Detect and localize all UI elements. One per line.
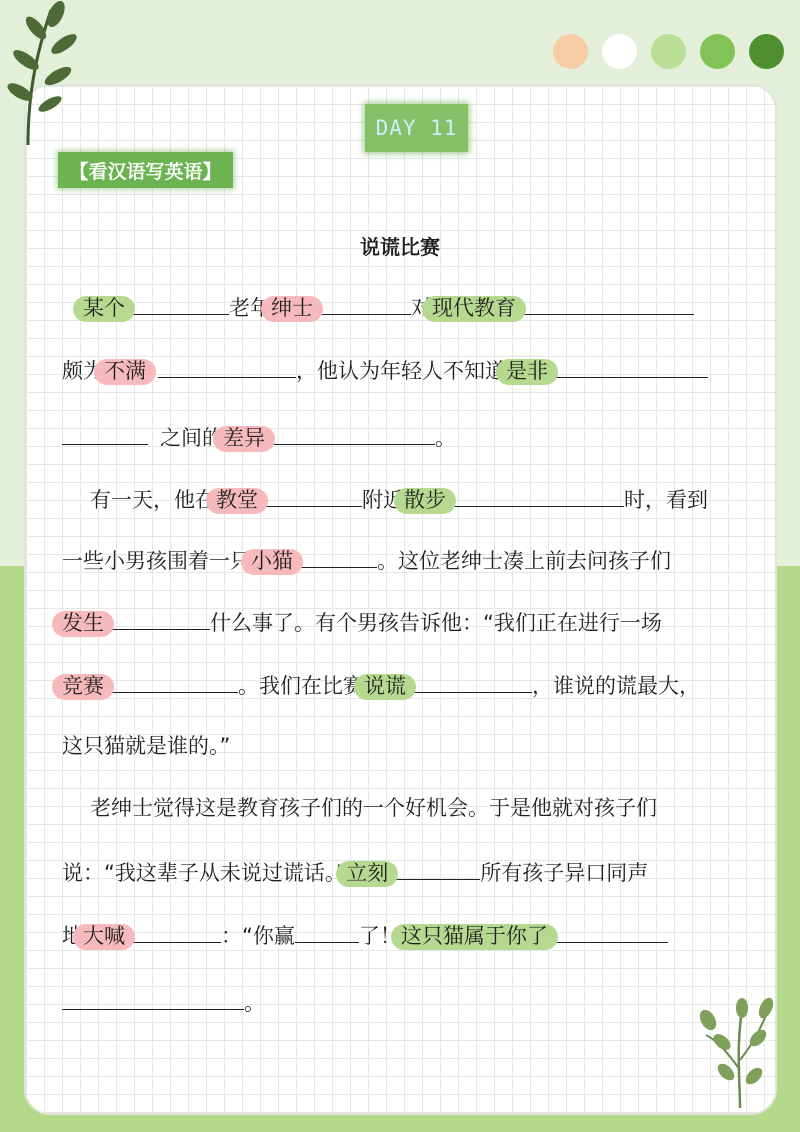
leaf-branch-icon (6, 0, 86, 150)
text-span: 对 (411, 296, 432, 320)
phrase-highlight: 大喊 (83, 920, 125, 952)
text-span: 地 (62, 924, 83, 948)
phrase-highlight: 不满 (104, 355, 146, 387)
dot-dark-green (749, 34, 784, 69)
answer-blank[interactable] (265, 420, 435, 445)
answer-blank[interactable] (446, 482, 624, 507)
text-span: 附近 (362, 488, 404, 512)
phrase-highlight: 差异 (223, 422, 265, 454)
dot-white (602, 34, 637, 69)
phrase-highlight: 立刻 (346, 857, 388, 889)
answer-blank[interactable] (293, 543, 377, 568)
text-span: 所有孩子异口同声 (480, 861, 649, 885)
dot-peach (553, 34, 588, 69)
text-span: 赢 (273, 924, 295, 948)
text-line-3 (62, 420, 456, 452)
text-line-11 (62, 918, 668, 950)
text-span: 之间的 (160, 426, 223, 450)
decorative-dots (553, 34, 784, 69)
page-title: 说谎比赛 (360, 235, 440, 259)
phrase-highlight: 某个 (83, 292, 125, 324)
text-line-12 (62, 985, 265, 1017)
text-line-4 (90, 482, 708, 514)
text-span: ，他认为年轻人不知道 (296, 359, 506, 383)
answer-blank[interactable] (62, 985, 244, 1010)
text-span: 一些小男孩围着一只 (62, 549, 251, 573)
phrase-highlight: 是非 (506, 355, 548, 387)
phrase-highlight: 竞赛 (62, 670, 104, 702)
text-span: 颇为 (62, 359, 104, 383)
answer-blank[interactable] (104, 668, 238, 693)
answer-blank[interactable] (258, 482, 362, 507)
phrase-highlight: 小猫 (251, 545, 293, 577)
phrase-highlight: 发生 (62, 607, 104, 639)
text-line-2 (62, 353, 708, 385)
answer-blank[interactable] (158, 353, 296, 378)
text-span: 。 (244, 991, 265, 1015)
text-line-1 (83, 290, 694, 322)
text-line-5 (62, 543, 671, 575)
text-span: 什么事了。有个男孩告诉他：“我们正在进行一场 (210, 611, 662, 635)
answer-blank[interactable] (125, 290, 229, 315)
text-line-7 (62, 668, 700, 700)
answer-blank[interactable] (548, 353, 708, 378)
phrase-highlight: 现代教育 (432, 292, 516, 324)
sprout-icon (696, 990, 776, 1110)
text-span: 。这位老绅士凑上前去问孩子们 (377, 549, 671, 573)
phrase-highlight: 这只猫属于你了 (401, 920, 548, 952)
text-line-9 (90, 792, 657, 824)
section-tag: 【看汉语写英语】 (58, 152, 233, 188)
answer-blank[interactable] (516, 290, 694, 315)
phrase-highlight: 说谎 (364, 670, 406, 702)
answer-blank[interactable] (388, 855, 480, 880)
answer-blank[interactable] (125, 918, 221, 943)
phrase-highlight: 散步 (404, 484, 446, 516)
dot-light-green (651, 34, 686, 69)
text-line-10 (62, 855, 648, 887)
answer-blank[interactable] (295, 918, 359, 943)
text-span: ：“你 (221, 924, 274, 948)
day-badge: DAY 11 (365, 104, 468, 152)
answer-blank[interactable] (104, 605, 210, 630)
text-span: 时，看到 (624, 488, 708, 512)
answer-blank[interactable] (62, 420, 148, 445)
text-span: 了！ (358, 924, 401, 948)
text-span: 老年 (229, 296, 271, 320)
text-span: ，谁说的谎最大， (532, 674, 700, 698)
answer-blank[interactable] (548, 918, 668, 943)
answer-blank[interactable] (313, 290, 411, 315)
dot-green (700, 34, 735, 69)
text-span: 老绅士觉得这是教育孩子们的一个好机会。于是他就对孩子们 (90, 796, 657, 820)
text-span: 。 (435, 426, 456, 450)
text-span: 说：“我这辈子从未说过谎话。” (62, 861, 347, 885)
phrase-highlight: 绅士 (271, 292, 313, 324)
answer-blank[interactable] (406, 668, 532, 693)
text-line-6 (62, 605, 662, 637)
text-span: 。我们在比赛 (238, 674, 364, 698)
text-span: 有一天，他在 (90, 488, 216, 512)
text-line-8 (62, 730, 230, 762)
phrase-highlight: 教堂 (216, 484, 258, 516)
text-span: 这只猫就是谁的。” (62, 734, 231, 758)
